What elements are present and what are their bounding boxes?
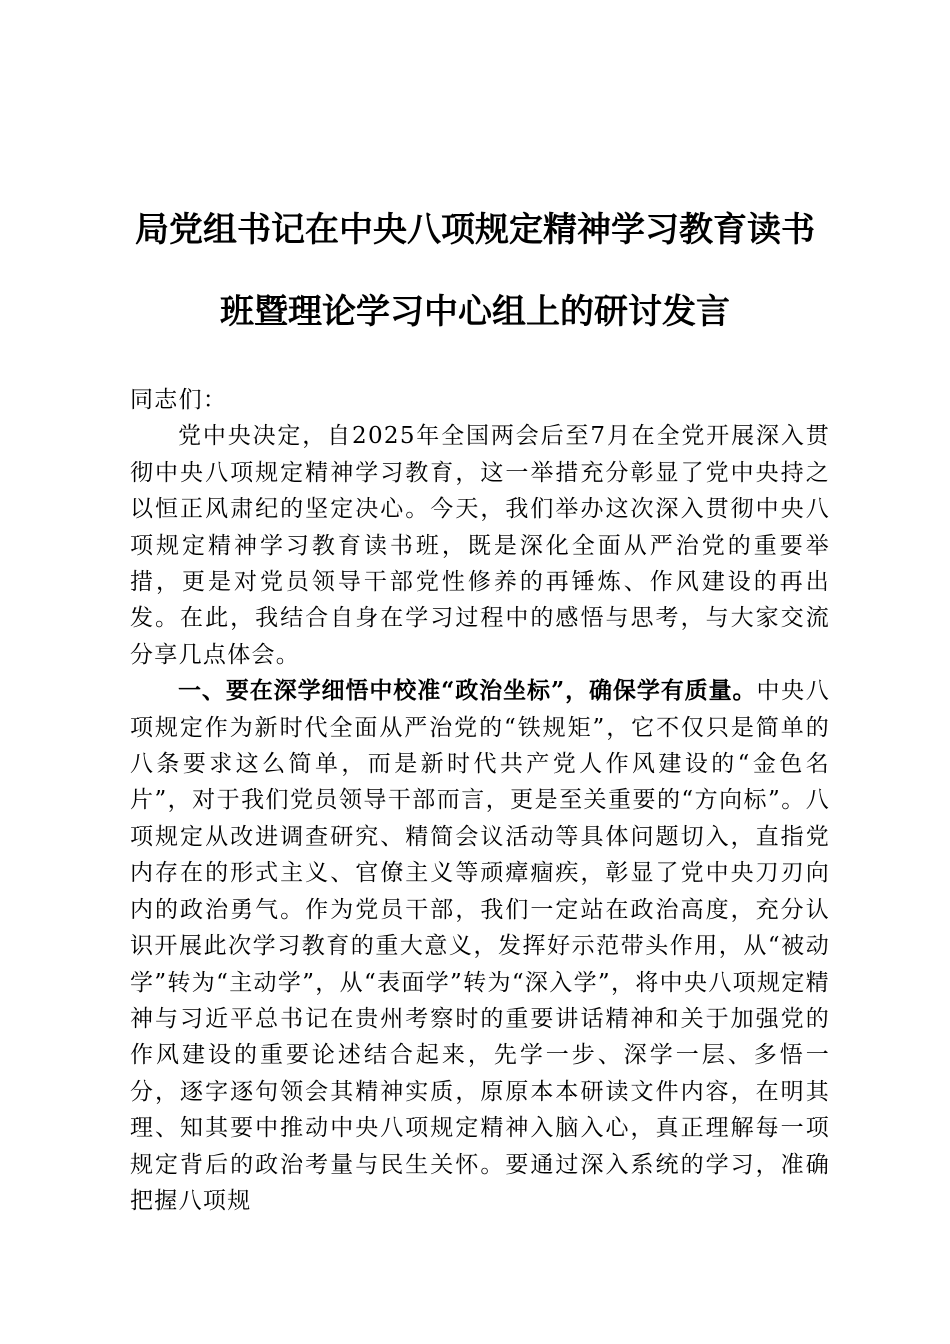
- intro-paragraph: 党中央决定，自2025年全国两会后至7月在全党开展深入贯彻中央八项规定精神学习教育，这一举措充分彰显了党中央持之以恒正风肃纪的坚定决心。今天，我们举办这次深入贯彻中央八项规定精神学习教育读书班，既是深化全面从严治党的重要举措，更是对党员领导干部党性修养的再锤炼、作风建设的再出发。在此，我结合自身在学习过程中的感悟与思考，与大家交流分享几点体会。: [130, 423, 830, 668]
- document-body: [130, 382, 830, 1219]
- title-line-1: 局党组书记在中央八项规定精神学习教育读书: [135, 210, 815, 250]
- section-1-body: 中央八项规定作为新时代全面从严治党的“铁规矩”，它不仅只是简单的八条要求这么简单，而是新时代共产党人作风建设的“金色名片”，对于我们党员领导干部而言，更是至关重要的“方向标”。八项规定从改进调查研究、精简会议活动等具体问题切入，直指党内存在的形式主义、官僚主义等顽瘴痼疾，彰显了党中央刀刃向内的政治勇气。作为党员干部，我们一定站在政治高度，充分认识开展此次学习教育的重大意义，发挥好示范带头作用，从“被动学”转为“主动学”，从“表面学”转为“深入学”，将中央八项规定精神与习近平总书记在贵州考察时的重要讲话精神和关于加强党的作风建设的重要论述结合起来，先学一步、深学一层、多悟一分，逐字逐句领会其精神实质，原原本本研读文件内容，在明其理、知其要中推动中央八项规定精神入脑入心，真正理解每一项规定背后的政治考量与民生关怀。要通过深入系统的学习，准确把握八项规: [130, 678, 830, 1214]
- section-1-heading: 一、要在深学细悟中校准“政治坐标”，确保学有质量。: [178, 677, 757, 705]
- salutation: 同志们：: [130, 387, 228, 413]
- section-1-paragraph: [130, 673, 830, 1219]
- title-line-2: 班暨理论学习中心组上的研讨发言: [220, 292, 730, 332]
- document-title: [110, 189, 840, 353]
